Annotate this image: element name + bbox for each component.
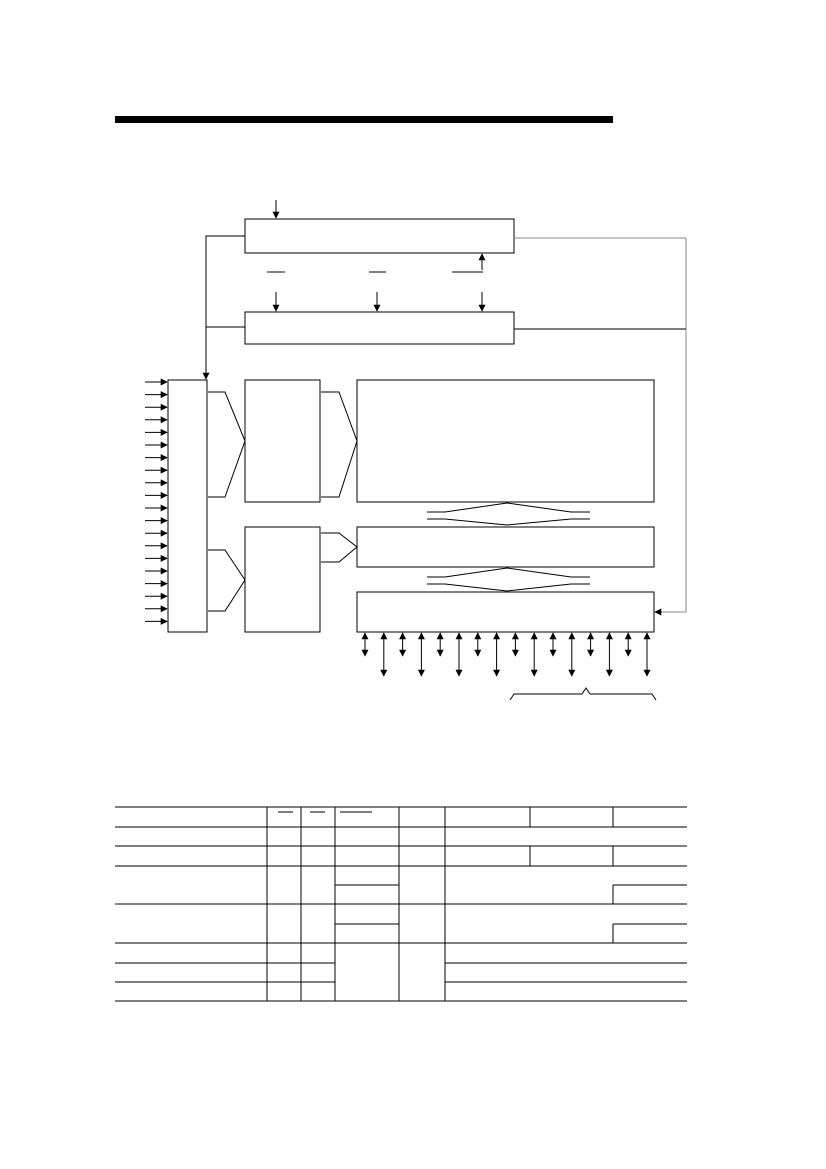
bus-col-to-sense bbox=[321, 533, 357, 562]
memory-array-block bbox=[357, 380, 654, 502]
row-decoder-block bbox=[245, 380, 320, 502]
column-decoder-block bbox=[245, 527, 320, 632]
sense-amp-block bbox=[357, 527, 654, 567]
io-buffer-block bbox=[357, 592, 654, 632]
bus-addr-to-col bbox=[208, 550, 245, 611]
control-logic-block bbox=[245, 219, 514, 253]
address-buffer-block bbox=[168, 380, 207, 632]
block-diagram bbox=[168, 200, 686, 632]
address-inputs bbox=[145, 382, 167, 621]
control-route-left bbox=[206, 236, 245, 379]
mode-control-block bbox=[245, 312, 514, 344]
bus-sense-io bbox=[427, 568, 590, 591]
data-io-brace bbox=[510, 688, 656, 700]
header-rule bbox=[115, 116, 613, 123]
bus-addr-to-row bbox=[208, 392, 245, 497]
data-io-lines bbox=[365, 633, 647, 676]
mode-table bbox=[115, 807, 687, 1001]
bus-row-to-array bbox=[321, 392, 357, 497]
bus-array-sense bbox=[427, 503, 590, 525]
